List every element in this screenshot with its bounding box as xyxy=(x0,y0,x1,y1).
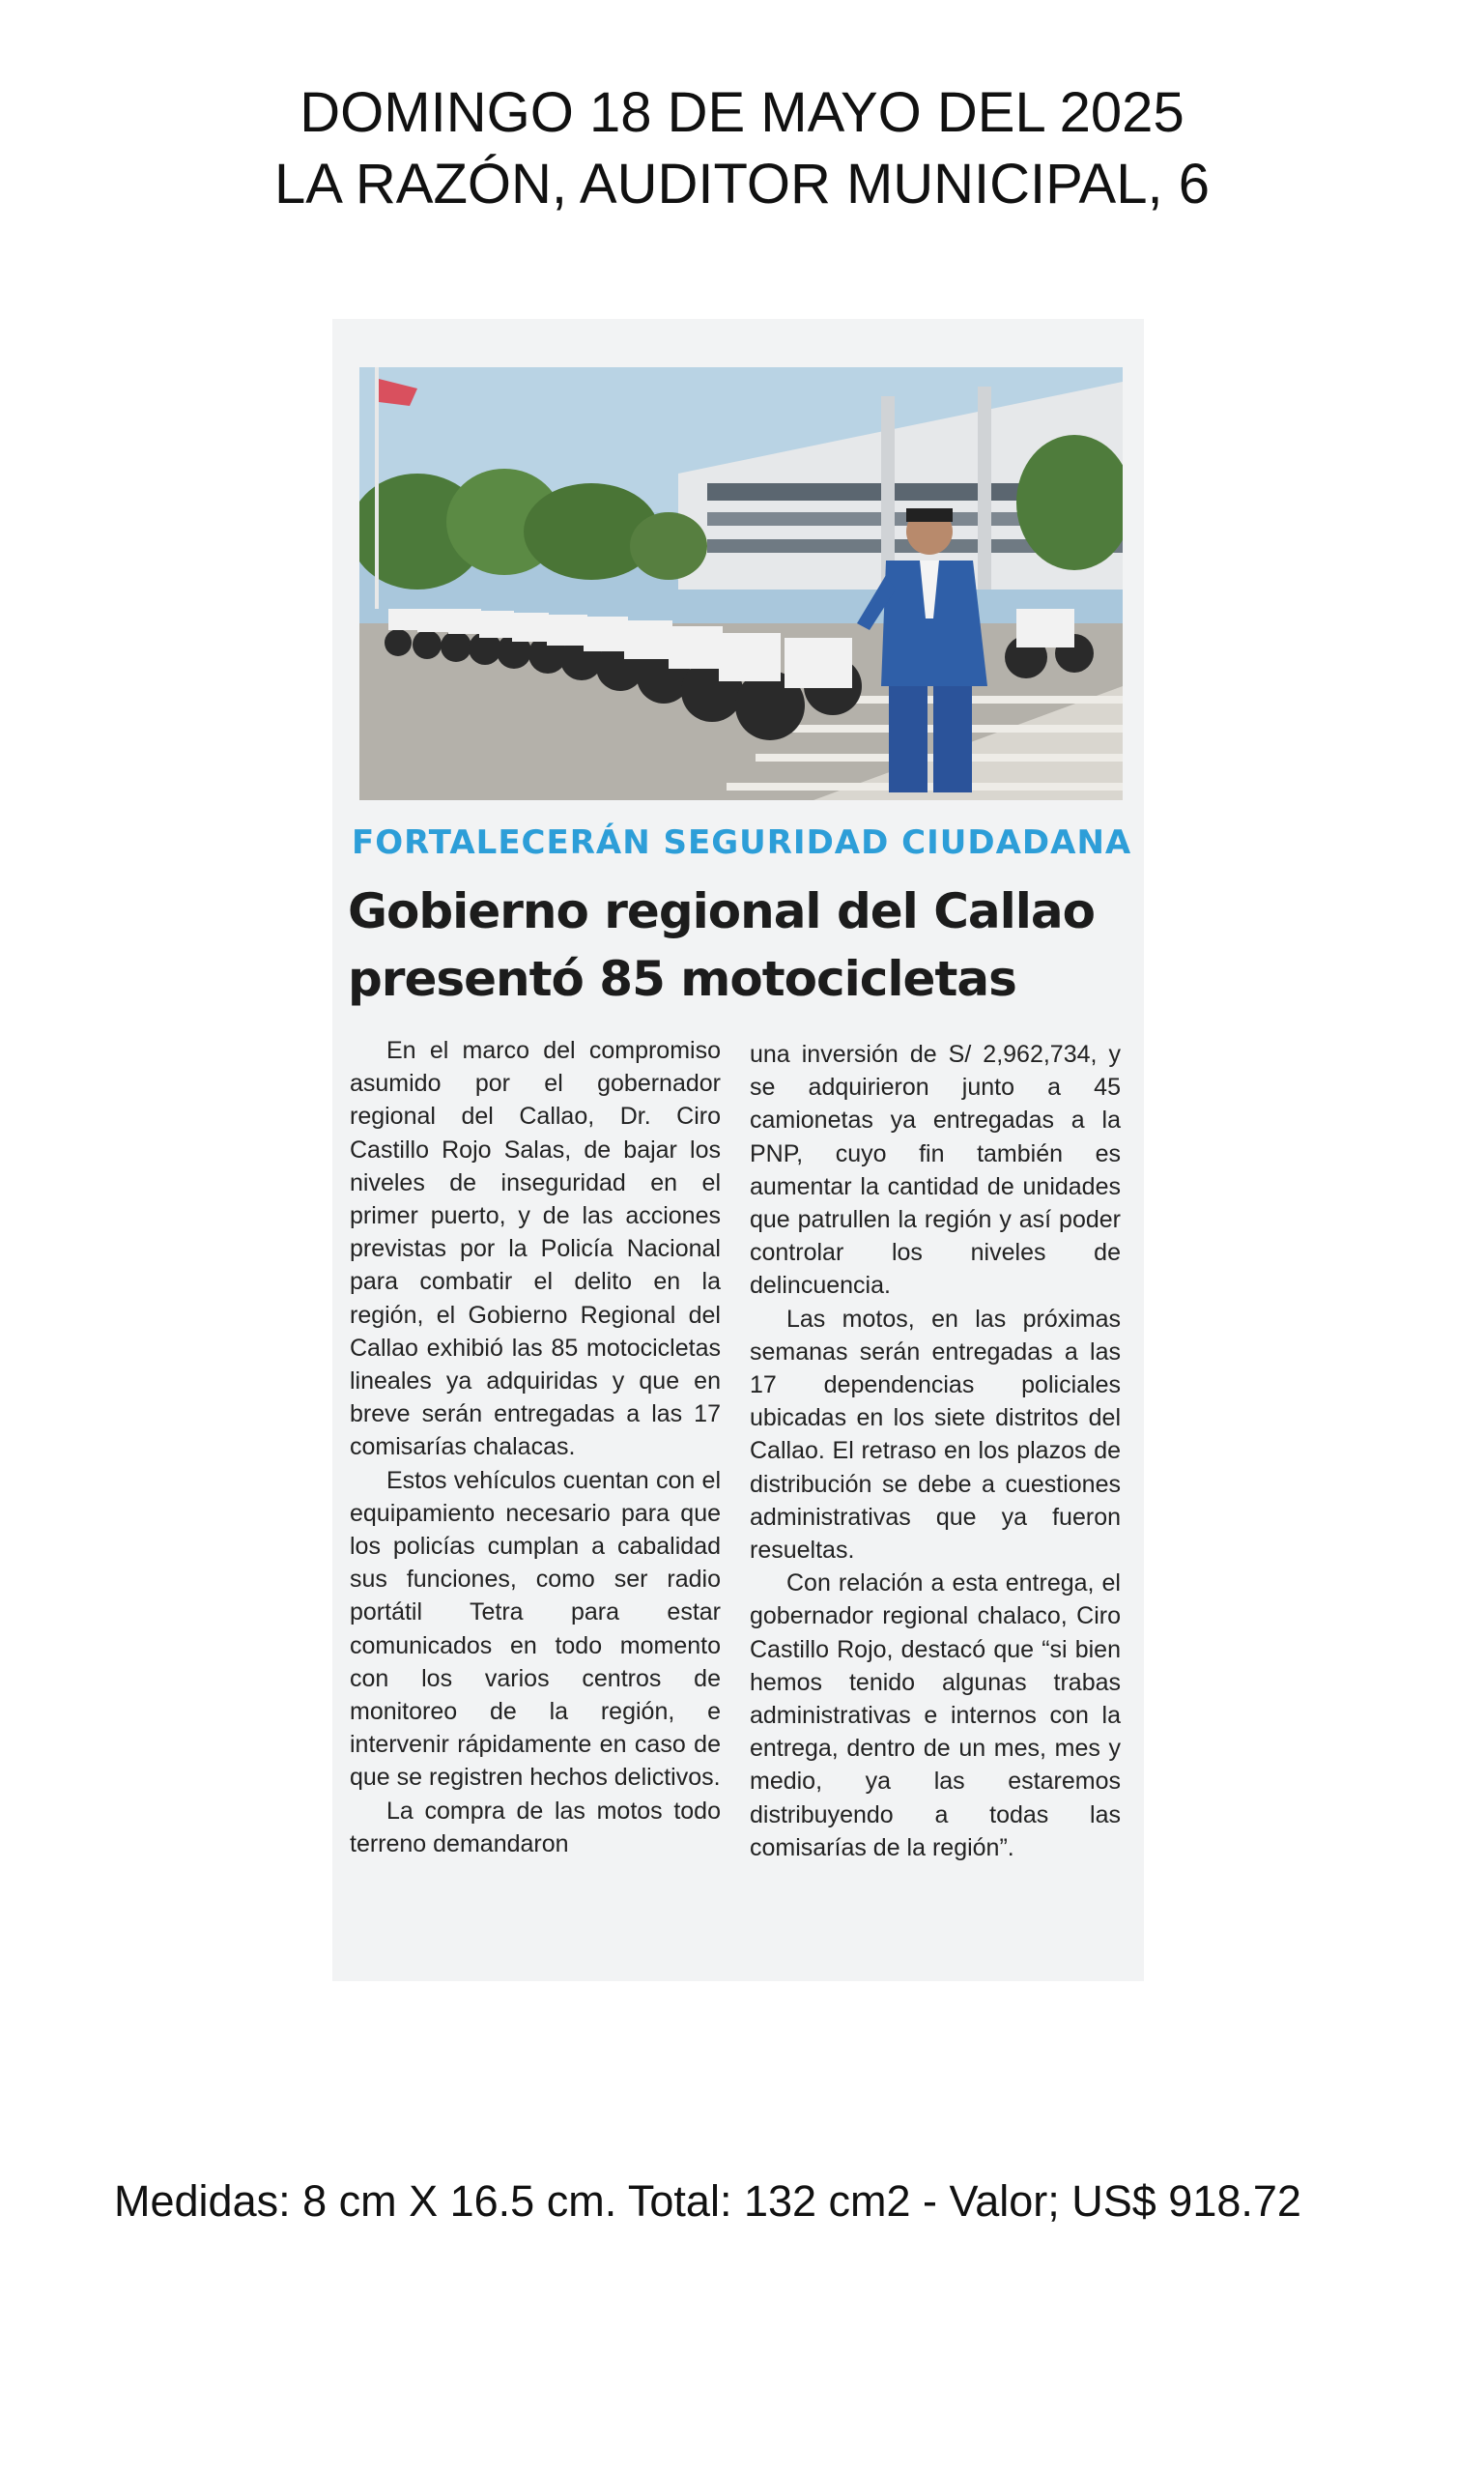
paragraph: Las motos, en las próximas semanas serán entregadas a las 17 dependencias policiales ubicadas en los siete distritos del Callao. El retraso en los plazos de distribución se debe a cuestiones administrativas que ya fueron resueltas. xyxy=(750,1305,1121,1565)
paragraph: En el marco del compromiso asumido por el gobernador regional del Callao, Dr. Ciro Castillo Rojo Salas, de bajar los niveles de inseguridad en el primer puerto, y de las acciones previstas por la Policía Nacional para combatir el delito en la región, el Gobierno Regional del Callao exhibió las 85 motocicletas lineales ya adquiridas y que en breve serán entregadas a las 17 comisarías chalacas. xyxy=(350,1037,721,1461)
article-kicker: FORTALECERÁN SEGURIDAD CIUDADANA xyxy=(352,823,1132,862)
paragraph: Con relación a esta entrega, el gobernador regional chalaco, Ciro Castillo Rojo, destacó que “si bien hemos tenido algunas trabas administrativas e internos con la entrega, dentro de un mes, mes y medio, ya las estaremos distribuyendo a todas las comisarías de la región”. xyxy=(750,1569,1121,1861)
header-date: DOMINGO 18 DE MAYO DEL 2025 xyxy=(300,81,1184,144)
paragraph: Estos vehículos cuentan con el equipamiento necesario para que los policías cumplan a cabalidad sus funciones, como ser radio portátil Tetra para estar comunicados en todo momento con los varios centros de monitoreo de la región, e intervenir rápidamente en caso de que se registren hechos delictivos. xyxy=(350,1466,721,1792)
article-column-right xyxy=(750,1038,1121,1864)
header-source: LA RAZÓN, AUDITOR MUNICIPAL, 6 xyxy=(274,153,1210,216)
clipping-measures: Medidas: 8 cm X 16.5 cm. Total: 132 cm2 - Valor; US$ 918.72 xyxy=(114,2176,1301,2226)
article-column-left xyxy=(350,1034,721,1860)
newspaper-clipping xyxy=(332,319,1144,1981)
article-headline xyxy=(348,877,1130,1013)
paragraph: La compra de las motos todo terreno demandaron xyxy=(350,1797,721,1857)
headline-line-1: Gobierno regional del Callao xyxy=(348,883,1096,939)
headline-line-2: presentó 85 motocicletas xyxy=(348,951,1016,1007)
article-photo xyxy=(359,367,1123,800)
clipping-header xyxy=(0,77,1484,220)
paragraph: una inversión de S/ 2,962,734, y se adquirieron junto a 45 camionetas ya entregadas a la PNP, cuyo fin también es aumentar la cantidad de unidades que patrullen la región y así poder controlar los niveles de delincuencia. xyxy=(750,1041,1121,1300)
